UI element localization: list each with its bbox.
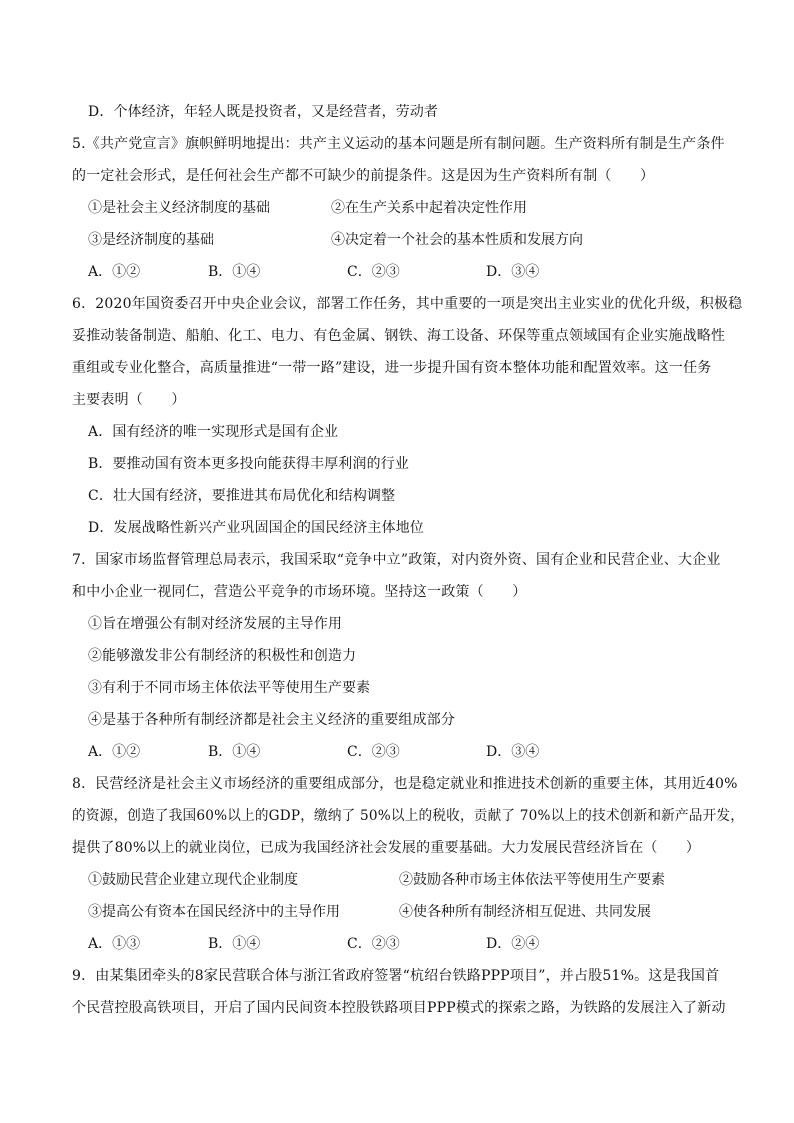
q5-choice-d: D．③④ [486, 264, 540, 280]
q8-item-3: ③提高公有资本在国民经济中的主导作用 [88, 904, 340, 920]
q7-choice-b: B．①④ [208, 744, 261, 760]
q5-item-1: ①是社会主义经济制度的基础 [88, 200, 270, 216]
q8-choice-a: A．①③ [88, 936, 141, 952]
q8-choice-b: B．①④ [208, 936, 261, 952]
q6-option-d: D．发展战略性新兴产业巩固国企的国民经济主体地位 [88, 520, 425, 536]
q7-stem-line-1: 7．国家市场监督管理总局表示，我国采取“竞争中立”政策，对内资外资、国有企业和民营企业、大企业 [72, 552, 721, 568]
q4-option-d: D．个体经济，年轻人既是投资者，又是经营者，劳动者 [88, 104, 439, 120]
q8-item-4: ④使各种所有制经济相互促进、共同发展 [399, 904, 651, 920]
q5-choice-c: C．②③ [347, 264, 400, 280]
q6-stem-line-2: 妥推动装备制造、船舶、化工、电力、有色金属、钢铁、海工设备、环保等重点领域国有企业实施战略性 [72, 328, 726, 344]
q7-item-2: ②能够激发非公有制经济的积极性和创造力 [88, 648, 357, 664]
q8-stem-line-2: 的资源，创造了我国60%以上的GDP，缴纳了 50%以上的税收，贡献了 70%以上的技术创新和新产品开发， [72, 808, 745, 824]
q5-choice-a: A．①② [88, 264, 141, 280]
q8-stem-line-1: 8．民营经济是社会主义市场经济的重要组成部分，也是稳定就业和推进技术创新的重要主体，其用近40% [72, 776, 738, 792]
q8-choice-d: D．②④ [486, 936, 540, 952]
q5-item-3: ③是经济制度的基础 [88, 232, 214, 248]
q5-stem-line-1: 5.《共产党宣言》旗帜鲜明地提出：共产主义运动的基本问题是所有制问题。生产资料所有制是生产条件 [72, 136, 725, 152]
q6-option-c: C．壮大国有经济，要推进其布局优化和结构调整 [88, 488, 396, 504]
q7-stem-line-2: 和中小企业一视同仁，营造公平竞争的市场环境。坚持这一政策（ ） [72, 584, 527, 600]
q6-stem-line-1: 6．2020年国资委召开中央企业会议，部署工作任务，其中重要的一项是突出主业实业的优化升级，积极稳 [72, 296, 743, 312]
q8-stem-line-3: 提供了80%以上的就业岗位，已成为我国经济社会发展的重要基础。大力发展民营经济旨在（ ） [72, 840, 701, 856]
q8-item-2: ②鼓励各种市场主体依法平等使用生产要素 [399, 872, 665, 888]
q6-stem-line-4: 主要表明（ ） [72, 392, 186, 408]
q6-stem-line-3: 重组或专业化整合，高质量推进“一带一路”建设，进一步提升国有资本整体功能和配置效率。这一任务 [72, 360, 712, 376]
q5-item-4: ④决定着一个社会的基本性质和发展方向 [331, 232, 583, 248]
q7-item-3: ③有利于不同市场主体依法平等使用生产要素 [88, 680, 371, 696]
q7-item-1: ①旨在增强公有制对经济发展的主导作用 [88, 616, 343, 632]
q8-choice-c: C．②③ [347, 936, 400, 952]
q9-stem-line-2: 个民营控股高铁项目，开启了国内民间资本控股铁路项目PPP模式的探索之路，为铁路的发展注入了新动 [72, 1000, 726, 1016]
q5-stem-line-2: 的一定社会形式，是任何社会生产都不可缺少的前提条件。这是因为生产资料所有制（ ） [72, 168, 655, 184]
q6-option-a: A．国有经济的唯一实现形式是国有企业 [88, 424, 339, 440]
q6-option-b: B．要推动国有资本更多投向能获得丰厚利润的行业 [88, 456, 409, 472]
q7-choice-a: A．①② [88, 744, 141, 760]
q7-choice-c: C．②③ [347, 744, 400, 760]
q9-stem-line-1: 9．由某集团牵头的8家民营联合体与浙江省政府签署“杭绍台铁路PPP项目”，并占股51%。这是我国首 [72, 968, 720, 984]
q8-item-1: ①鼓励民营企业建立现代企业制度 [88, 872, 298, 888]
q5-item-2: ②在生产关系中起着决定性作用 [331, 200, 527, 216]
q5-choice-b: B．①④ [208, 264, 261, 280]
q7-item-4: ④是基于各种所有制经济都是社会主义经济的重要组成部分 [88, 712, 455, 728]
q7-choice-d: D．③④ [486, 744, 540, 760]
